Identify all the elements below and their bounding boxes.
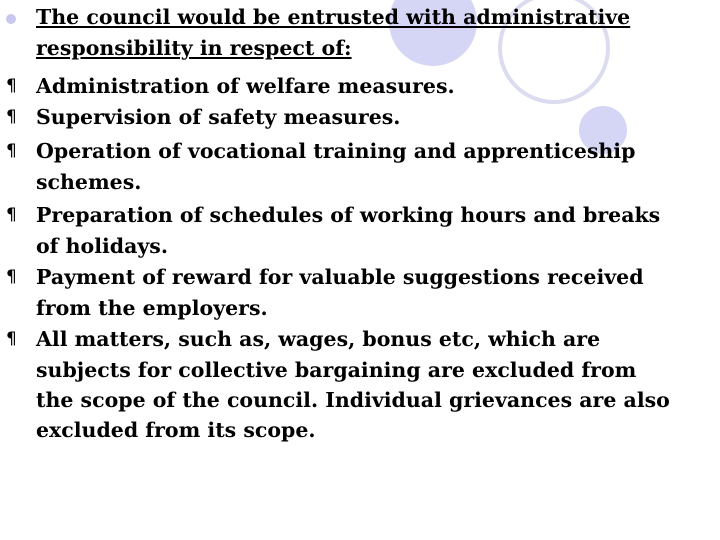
list-item-text: the scope of the council. Individual grievances are also: [36, 388, 670, 412]
intro-line: responsibility in respect of:: [36, 36, 352, 60]
list-item-text: excluded from its scope.: [36, 418, 316, 442]
list-item-text: Payment of reward for valuable suggestions received: [36, 265, 644, 289]
list-item-text: All matters, such as, wages, bonus etc, which are: [36, 327, 601, 351]
bullet-icon: [6, 14, 16, 24]
pilcrow-icon: ¶: [6, 107, 17, 127]
intro-line: The council would be entrusted with administrative: [36, 5, 631, 29]
list-item-text: schemes.: [36, 170, 142, 194]
pilcrow-icon: ¶: [6, 205, 17, 225]
list-item-text: Operation of vocational training and apprenticeship: [36, 139, 636, 163]
pilcrow-icon: ¶: [6, 267, 17, 287]
pilcrow-icon: ¶: [6, 141, 17, 161]
pilcrow-icon: ¶: [6, 329, 17, 349]
list-item-text: Administration of welfare measures.: [36, 74, 455, 98]
list-item-text: Supervision of safety measures.: [36, 105, 401, 129]
list-item-text: from the employers.: [36, 296, 268, 320]
list-item-text: subjects for collective bargaining are excluded from: [36, 358, 637, 382]
list-item-text: of holidays.: [36, 234, 168, 258]
list-item-text: Preparation of schedules of working hours and breaks: [36, 203, 661, 227]
pilcrow-icon: ¶: [6, 76, 17, 96]
